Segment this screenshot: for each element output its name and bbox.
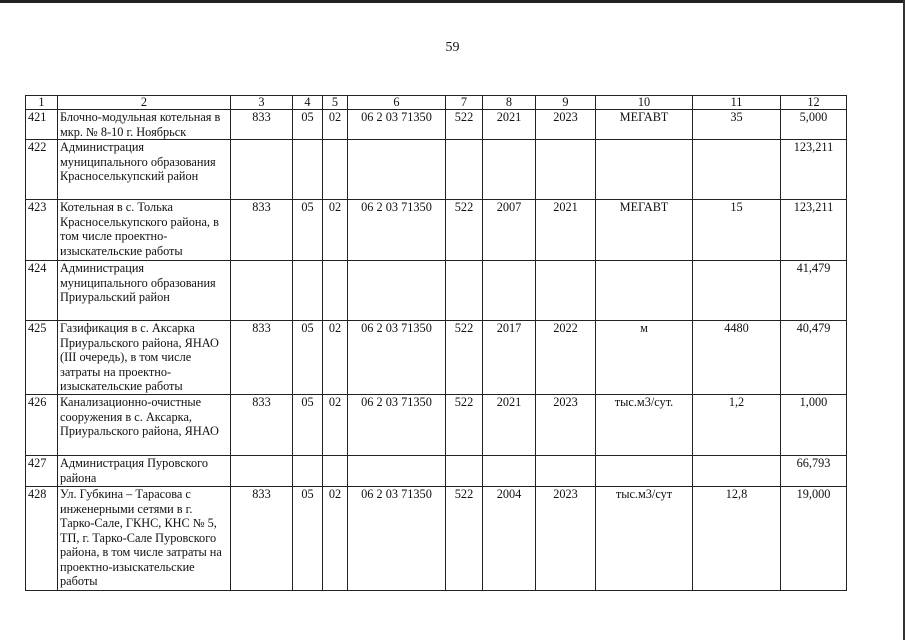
page-number: 59 (445, 40, 460, 55)
cell-end-year: 2021 (536, 200, 596, 261)
cell-code-4: 05 (293, 395, 323, 456)
cell-code-5 (323, 261, 348, 321)
cell-code-7: 522 (446, 395, 483, 456)
cell-start-year (483, 140, 536, 200)
header-cell: 8 (483, 96, 536, 110)
cell-unit: тыс.м3/сут (596, 487, 693, 591)
cell-code-5 (323, 140, 348, 200)
cell-code-7 (446, 140, 483, 200)
cell-code-3: 833 (231, 110, 293, 140)
cell-item-name: Администрация муниципального образования Приуральский район (58, 261, 231, 321)
cell-end-year (536, 261, 596, 321)
cell-capacity (693, 261, 781, 321)
cell-code-3 (231, 140, 293, 200)
cell-amount: 41,479 (781, 261, 847, 321)
cell-code-3: 833 (231, 395, 293, 456)
cell-row-number: 423 (26, 200, 58, 261)
cell-code-4 (293, 456, 323, 487)
header-cell: 10 (596, 96, 693, 110)
cell-row-number: 421 (26, 110, 58, 140)
table-header-row (26, 96, 847, 110)
cell-unit: м (596, 321, 693, 395)
cell-end-year: 2023 (536, 395, 596, 456)
cell-item-name: Ул. Губкина – Тарасова с инженерными сетями в г. Тарко-Сале, ГКНС, КНС № 5, ТП, г. Тарко-Сале Пуровского района, в том числе затраты на проектно-изыскательские работы (58, 487, 231, 591)
cell-end-year (536, 456, 596, 487)
cell-end-year: 2023 (536, 487, 596, 591)
cell-item-name: Администрация Пуровского района (58, 456, 231, 487)
cell-code-3: 833 (231, 487, 293, 591)
cell-unit (596, 261, 693, 321)
cell-row-number: 425 (26, 321, 58, 395)
cell-item-name: Администрация муниципального образования Красноселькупский район (58, 140, 231, 200)
cell-capacity: 1,2 (693, 395, 781, 456)
budget-table (25, 95, 847, 591)
cell-amount: 123,211 (781, 200, 847, 261)
cell-capacity: 15 (693, 200, 781, 261)
table-row (26, 110, 847, 140)
cell-row-number: 428 (26, 487, 58, 591)
cell-code-6: 06 2 03 71350 (348, 110, 446, 140)
cell-start-year (483, 261, 536, 321)
cell-unit: МЕГАВТ (596, 110, 693, 140)
table-row (26, 261, 847, 321)
cell-item-name: Канализационно-очистные сооружения в с. Аксарка, Приуральского района, ЯНАО (58, 395, 231, 456)
cell-code-7: 522 (446, 487, 483, 591)
cell-unit: МЕГАВТ (596, 200, 693, 261)
cell-unit: тыс.м3/сут. (596, 395, 693, 456)
cell-capacity: 35 (693, 110, 781, 140)
cell-end-year: 2023 (536, 110, 596, 140)
cell-item-name: Котельная в с. Толька Красноселькупского района, в том числе проектно-изыскательские работы (58, 200, 231, 261)
cell-code-6: 06 2 03 71350 (348, 321, 446, 395)
cell-code-4: 05 (293, 200, 323, 261)
cell-code-4 (293, 140, 323, 200)
top-border-line (0, 0, 905, 3)
table-row (26, 456, 847, 487)
cell-unit (596, 456, 693, 487)
cell-code-3 (231, 456, 293, 487)
cell-code-6 (348, 140, 446, 200)
cell-start-year: 2021 (483, 395, 536, 456)
header-cell: 6 (348, 96, 446, 110)
cell-start-year (483, 456, 536, 487)
header-cell: 11 (693, 96, 781, 110)
cell-capacity (693, 140, 781, 200)
header-cell: 3 (231, 96, 293, 110)
header-cell: 1 (26, 96, 58, 110)
cell-code-6 (348, 261, 446, 321)
cell-code-7: 522 (446, 200, 483, 261)
header-cell: 2 (58, 96, 231, 110)
cell-capacity: 12,8 (693, 487, 781, 591)
cell-start-year: 2021 (483, 110, 536, 140)
header-cell: 9 (536, 96, 596, 110)
cell-start-year: 2004 (483, 487, 536, 591)
cell-row-number: 426 (26, 395, 58, 456)
cell-amount: 123,211 (781, 140, 847, 200)
cell-code-7: 522 (446, 110, 483, 140)
cell-code-4: 05 (293, 110, 323, 140)
header-cell: 7 (446, 96, 483, 110)
cell-code-3 (231, 261, 293, 321)
cell-start-year: 2007 (483, 200, 536, 261)
table-row (26, 487, 847, 591)
cell-code-7 (446, 456, 483, 487)
cell-code-6: 06 2 03 71350 (348, 487, 446, 591)
cell-end-year: 2022 (536, 321, 596, 395)
table-body (26, 96, 847, 591)
cell-code-4: 05 (293, 487, 323, 591)
cell-code-6: 06 2 03 71350 (348, 395, 446, 456)
cell-amount: 40,479 (781, 321, 847, 395)
header-cell: 4 (293, 96, 323, 110)
header-cell: 12 (781, 96, 847, 110)
cell-amount: 19,000 (781, 487, 847, 591)
cell-code-5: 02 (323, 395, 348, 456)
cell-code-6: 06 2 03 71350 (348, 200, 446, 261)
cell-code-4: 05 (293, 321, 323, 395)
cell-capacity: 4480 (693, 321, 781, 395)
cell-code-5 (323, 456, 348, 487)
cell-code-3: 833 (231, 200, 293, 261)
cell-amount: 66,793 (781, 456, 847, 487)
cell-amount: 1,000 (781, 395, 847, 456)
cell-row-number: 427 (26, 456, 58, 487)
header-cell: 5 (323, 96, 348, 110)
cell-code-5: 02 (323, 487, 348, 591)
cell-code-3: 833 (231, 321, 293, 395)
cell-amount: 5,000 (781, 110, 847, 140)
cell-row-number: 422 (26, 140, 58, 200)
cell-item-name: Блочно-модульная котельная в мкр. № 8-10 г. Ноябрьск (58, 110, 231, 140)
cell-code-5: 02 (323, 110, 348, 140)
cell-unit (596, 140, 693, 200)
cell-code-5: 02 (323, 321, 348, 395)
table-row (26, 200, 847, 261)
cell-code-6 (348, 456, 446, 487)
cell-code-4 (293, 261, 323, 321)
cell-row-number: 424 (26, 261, 58, 321)
cell-end-year (536, 140, 596, 200)
table-row (26, 140, 847, 200)
cell-code-7: 522 (446, 321, 483, 395)
cell-start-year: 2017 (483, 321, 536, 395)
cell-capacity (693, 456, 781, 487)
table-row (26, 395, 847, 456)
cell-code-5: 02 (323, 200, 348, 261)
table-row (26, 321, 847, 395)
cell-item-name: Газификация в с. Аксарка Приуральского района, ЯНАО (III очередь), в том числе затраты на проектно-изыскательские работы (58, 321, 231, 395)
cell-code-7 (446, 261, 483, 321)
